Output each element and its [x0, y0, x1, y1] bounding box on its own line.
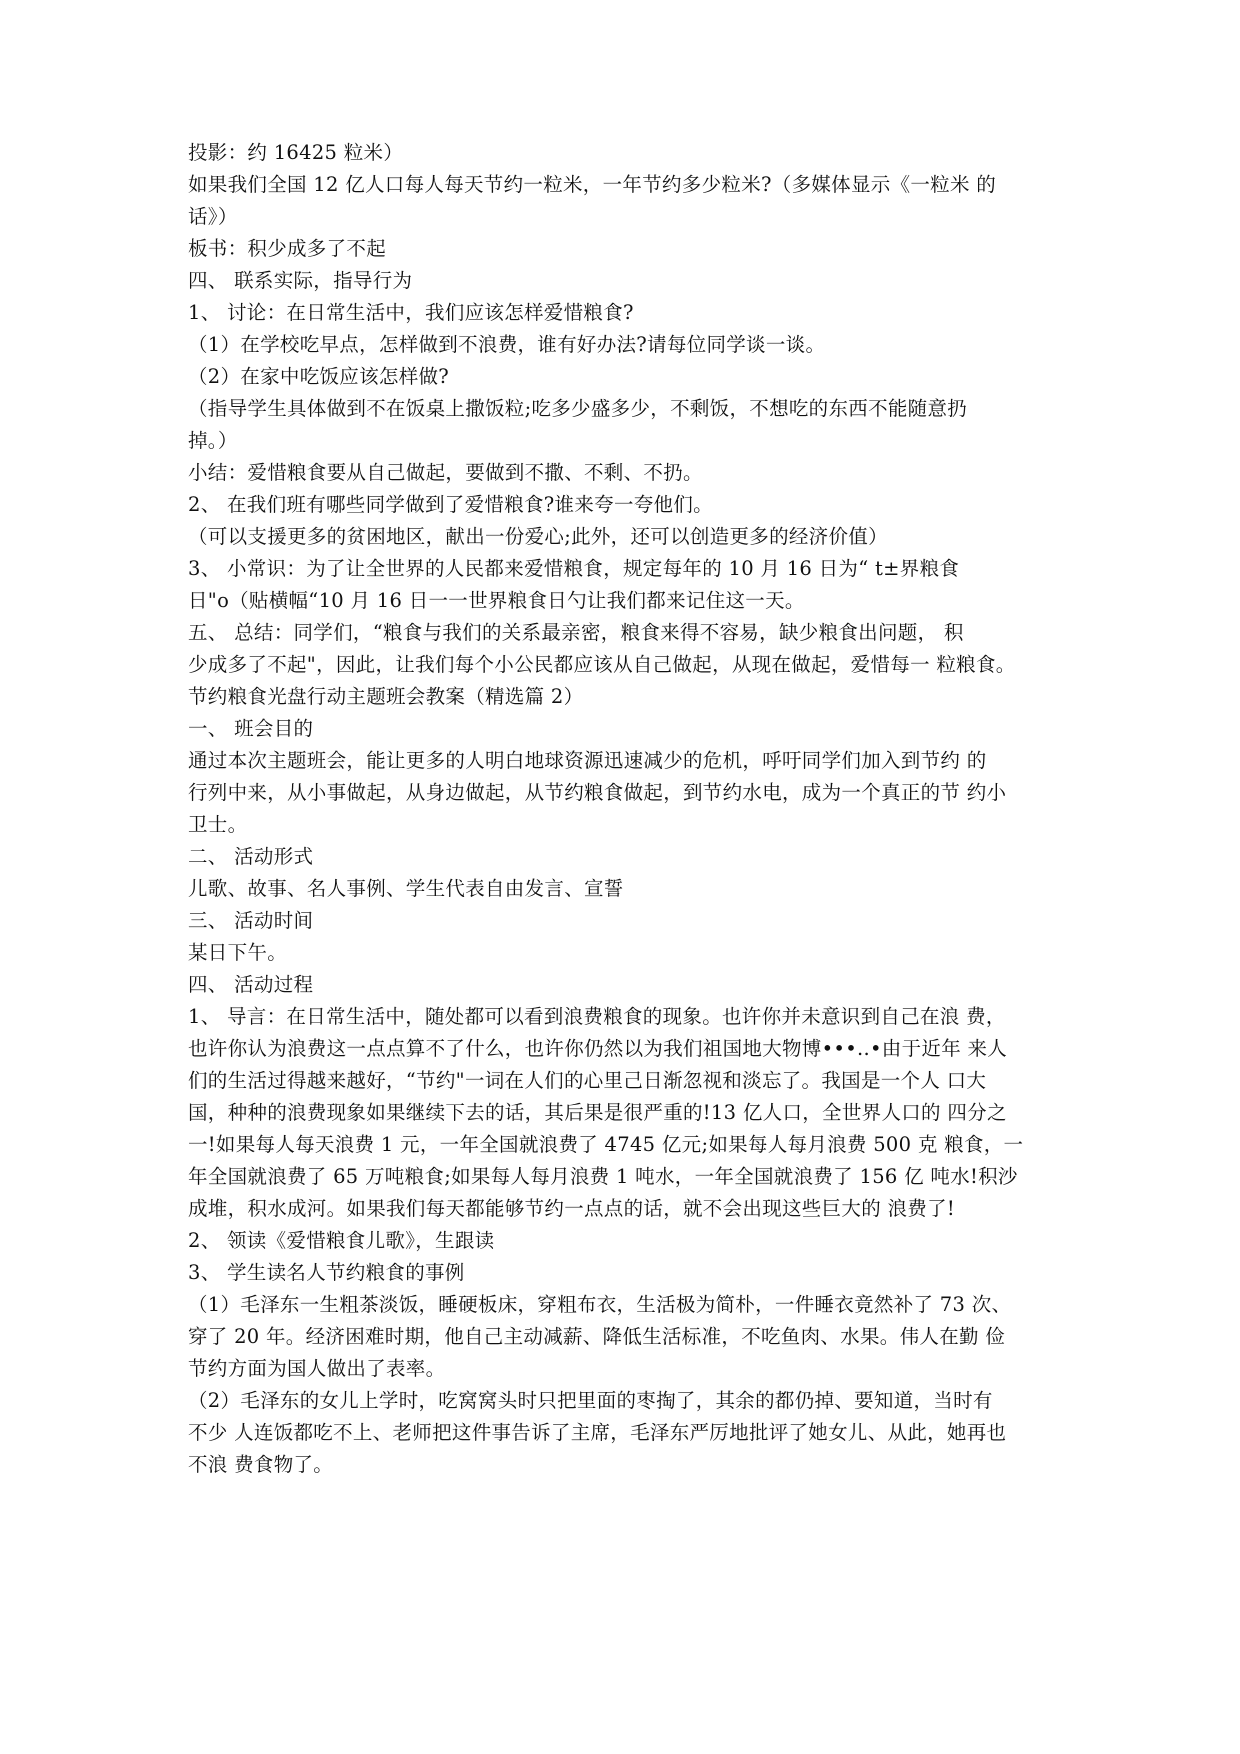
text-line: （可以支援更多的贫困地区，献出一份爱心;此外，还可以创造更多的经济价值）	[188, 525, 888, 548]
text-line: 行列中来，从小事做起，从身边做起，从节约粮食做起，到节约水电，成为一个真正的节 约小	[188, 781, 1007, 804]
text-line: 不浪 费食物了。	[188, 1453, 334, 1476]
text-line: 如果我们全国 12 亿人口每人每天节约一粒米，一年节约多少粒米?（多媒体显示《一粒米 的	[188, 173, 997, 196]
text-line: 们的生活过得越来越好，“节约"一词在人们的心里己日渐忽视和淡忘了。我国是一个人 口大	[188, 1069, 987, 1092]
text-line: 板书：积少成多了不起	[188, 237, 387, 260]
text-line: 掉。）	[188, 429, 238, 452]
text-line: 3、 学生读名人节约粮食的事例	[188, 1261, 465, 1284]
text-line: （2）在家中吃饭应该怎样做?	[188, 365, 450, 388]
text-line: 儿歌、故事、名人事例、学生代表自由发言、宣誓	[188, 877, 624, 900]
text-line: （2）毛泽东的女儿上学时，吃窝窝头时只把里面的枣掏了，其余的都仍掉、要知道，当时有	[188, 1389, 993, 1412]
text-line: 年全国就浪费了 65 万吨粮食;如果每人每月浪费 1 吨水，一年全国就浪费了 156 亿 吨水!积沙	[188, 1165, 1018, 1188]
text-line: 不少 人连饭都吃不上、老师把这件事告诉了主席，毛泽东严厉地批评了她女儿、从此，她再也	[188, 1421, 1007, 1444]
text-line: 小结：爱惜粮食要从自己做起，要做到不撒、不剩、不扔。	[188, 461, 703, 484]
text-line: 卫士。	[188, 813, 248, 836]
text-line: 2、 在我们班有哪些同学做到了爱惜粮食?谁来夸一夸他们。	[188, 493, 713, 516]
text-line: （1）在学校吃早点，怎样做到不浪费，谁有好办法?请每位同学谈一谈。	[188, 333, 826, 356]
text-line: 穿了 20 年。经济困难时期，他自己主动减薪、降低生活标准，不吃鱼肉、水果。伟人在勤 俭	[188, 1325, 1006, 1348]
text-line: 一!如果每人每天浪费 1 元，一年全国就浪费了 4745 亿元;如果每人每月浪费 500 克 粮食，一	[188, 1133, 1024, 1156]
text-line: 日"o（贴横幅“10 月 16 日一一世界粮食日勺让我们都来记住这一天。	[188, 589, 805, 612]
section-heading: 四、 联系实际，指导行为	[188, 269, 413, 292]
text-line: 投影：约 16425 粒米）	[188, 141, 404, 164]
text-line: 少成多了不起"，因此，让我们每个小公民都应该从自己做起，从现在做起，爱惜每一 粒粮食。	[188, 653, 1016, 676]
text-line: 五、 总结：同学们，“粮食与我们的关系最亲密，粮食来得不容易，缺少粮食出问题， 积	[188, 621, 964, 644]
text-line: 1、 导言：在日常生活中，随处都可以看到浪费粮食的现象。也许你并未意识到自己在浪 费，	[188, 1005, 1006, 1028]
text-line: （指导学生具体做到不在饭桌上撒饭粒;吃多少盛多少，不剩饭，不想吃的东西不能随意扔	[188, 397, 968, 420]
text-line: 成堆，积水成河。如果我们每天都能够节约一点点的话，就不会出现这些巨大的 浪费了!	[188, 1197, 956, 1220]
text-line: 也许你认为浪费这一点点算不了什么，也许你仍然以为我们祖国地大物博•••..•由于近年 来人	[188, 1037, 1008, 1060]
section-heading: 一、 班会目的	[188, 717, 314, 740]
text-line: 3、 小常识：为了让全世界的人民都来爱惜粮食，规定每年的 10 月 16 日为“ t±界粮食	[188, 557, 960, 580]
text-line: 2、 领读《爱惜粮食儿歌》，生跟读	[188, 1229, 495, 1252]
text-line: 话》）	[188, 205, 238, 228]
text-line: 1、 讨论：在日常生活中，我们应该怎样爱惜粮食?	[188, 301, 634, 324]
article-title: 节约粮食光盘行动主题班会教案（精选篇 2）	[188, 685, 584, 708]
text-line: 节约方面为国人做出了表率。	[188, 1357, 446, 1380]
text-line: （1）毛泽东一生粗茶淡饭，睡硬板床，穿粗布衣，生活极为简朴，一件睡衣竟然补了 73 次、	[188, 1293, 1012, 1316]
text-line: 某日下午。	[188, 941, 288, 964]
text-line: 国，种种的浪费现象如果继续下去的话，其后果是很严重的!13 亿人口，全世界人口的 四分之	[188, 1101, 1007, 1124]
section-heading: 二、 活动形式	[188, 845, 314, 868]
section-heading: 四、 活动过程	[188, 973, 314, 996]
section-heading: 三、 活动时间	[188, 909, 314, 932]
text-line: 通过本次主题班会，能让更多的人明白地球资源迅速减少的危机，呼吁同学们加入到节约 的	[188, 749, 987, 772]
